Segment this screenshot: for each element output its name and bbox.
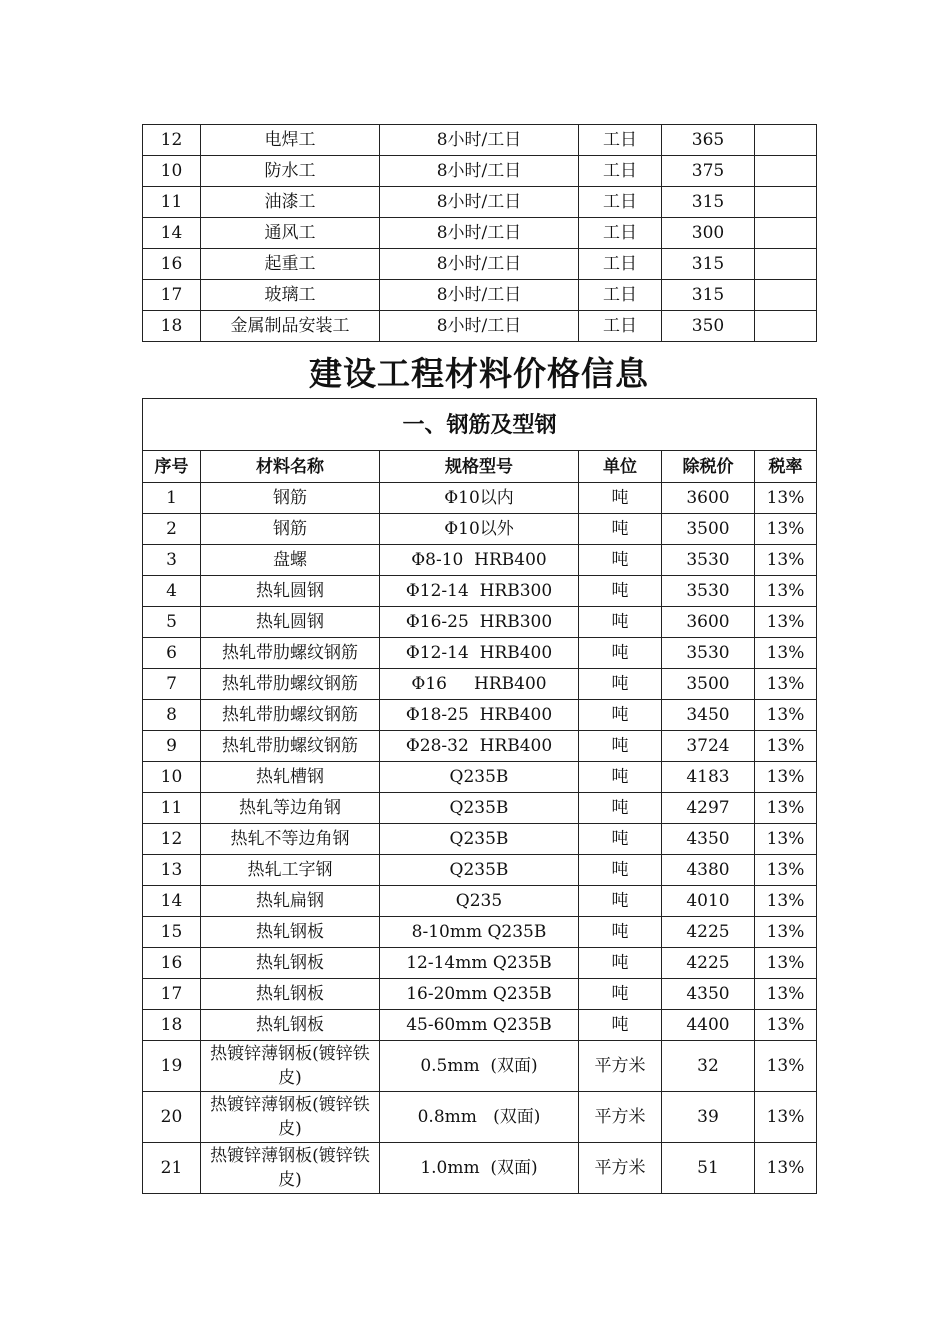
material-name: 热轧带肋螺纹钢筋 [201, 731, 380, 762]
unit: 吨 [579, 762, 662, 793]
unit: 吨 [579, 948, 662, 979]
header-unit: 单位 [579, 451, 662, 483]
material-row [143, 700, 817, 731]
price: 315 [662, 187, 755, 218]
row-number: 11 [143, 793, 201, 824]
price-ex-tax: 4400 [662, 1010, 755, 1041]
material-row [143, 731, 817, 762]
worker-type: 金属制品安装工 [201, 311, 380, 342]
material-name: 热轧带肋螺纹钢筋 [201, 700, 380, 731]
work-spec: 8小时/工日 [380, 311, 579, 342]
material-row [143, 638, 817, 669]
blank-cell [755, 280, 817, 311]
price-ex-tax: 3600 [662, 607, 755, 638]
material-name: 热轧工字钢 [201, 855, 380, 886]
price-ex-tax: 32 [662, 1041, 755, 1092]
material-row [143, 545, 817, 576]
section-title-row [143, 399, 817, 451]
material-name: 热轧圆钢 [201, 576, 380, 607]
material-row [143, 762, 817, 793]
unit: 吨 [579, 607, 662, 638]
spec-model: Q235B [380, 793, 579, 824]
spec-model: 0.5mm (双面) [380, 1041, 579, 1092]
row-number: 16 [143, 948, 201, 979]
row-number: 7 [143, 669, 201, 700]
blank-cell [755, 249, 817, 280]
row-number: 17 [143, 280, 201, 311]
tax-rate: 13% [755, 514, 817, 545]
tax-rate: 13% [755, 638, 817, 669]
header-name: 材料名称 [201, 451, 380, 483]
row-number: 18 [143, 1010, 201, 1041]
price-ex-tax: 4225 [662, 948, 755, 979]
unit: 平方米 [579, 1041, 662, 1092]
row-number: 4 [143, 576, 201, 607]
spec-model: Φ16-25 HRB300 [380, 607, 579, 638]
section-title: 一、钢筋及型钢 [143, 399, 817, 451]
labor-row [143, 280, 817, 311]
header-row [143, 451, 817, 483]
price-ex-tax: 51 [662, 1143, 755, 1194]
price-ex-tax: 4183 [662, 762, 755, 793]
unit: 吨 [579, 979, 662, 1010]
tax-rate: 13% [755, 793, 817, 824]
material-name: 热轧钢板 [201, 979, 380, 1010]
row-number: 10 [143, 156, 201, 187]
material-name: 热轧槽钢 [201, 762, 380, 793]
material-name: 热轧扁钢 [201, 886, 380, 917]
tax-rate: 13% [755, 1092, 817, 1143]
labor-row [143, 218, 817, 249]
material-row [143, 824, 817, 855]
row-number: 5 [143, 607, 201, 638]
worker-type: 通风工 [201, 218, 380, 249]
tax-rate: 13% [755, 855, 817, 886]
labor-row [143, 311, 817, 342]
price-ex-tax: 4350 [662, 824, 755, 855]
unit: 吨 [579, 1010, 662, 1041]
tax-rate: 13% [755, 917, 817, 948]
spec-model: 1.0mm (双面) [380, 1143, 579, 1194]
material-name: 热轧不等边角钢 [201, 824, 380, 855]
work-spec: 8小时/工日 [380, 156, 579, 187]
worker-type: 防水工 [201, 156, 380, 187]
price-ex-tax: 3500 [662, 669, 755, 700]
row-number: 19 [143, 1041, 201, 1092]
worker-type: 起重工 [201, 249, 380, 280]
blank-cell [755, 187, 817, 218]
price-ex-tax: 4350 [662, 979, 755, 1010]
labor-row [143, 187, 817, 218]
row-number: 12 [143, 824, 201, 855]
unit: 吨 [579, 576, 662, 607]
material-row [143, 483, 817, 514]
blank-cell [755, 125, 817, 156]
row-number: 12 [143, 125, 201, 156]
price-ex-tax: 4225 [662, 917, 755, 948]
price: 350 [662, 311, 755, 342]
material-row [143, 514, 817, 545]
material-name: 热镀锌薄钢板(镀锌铁皮) [201, 1041, 380, 1092]
labor-table-body [143, 125, 817, 342]
price-ex-tax: 3530 [662, 638, 755, 669]
unit: 平方米 [579, 1143, 662, 1194]
unit: 吨 [579, 731, 662, 762]
price: 365 [662, 125, 755, 156]
tax-rate: 13% [755, 1143, 817, 1194]
material-row [143, 669, 817, 700]
spec-model: Φ10以内 [380, 483, 579, 514]
unit: 工日 [579, 311, 662, 342]
price: 300 [662, 218, 755, 249]
unit: 工日 [579, 187, 662, 218]
row-number: 2 [143, 514, 201, 545]
row-number: 6 [143, 638, 201, 669]
price-ex-tax: 4380 [662, 855, 755, 886]
blank-cell [755, 311, 817, 342]
unit: 吨 [579, 700, 662, 731]
price-ex-tax: 3450 [662, 700, 755, 731]
work-spec: 8小时/工日 [380, 280, 579, 311]
price-ex-tax: 3724 [662, 731, 755, 762]
spec-model: Q235B [380, 824, 579, 855]
spec-model: 12-14mm Q235B [380, 948, 579, 979]
labor-row [143, 249, 817, 280]
material-name: 热轧钢板 [201, 1010, 380, 1041]
row-number: 14 [143, 886, 201, 917]
unit: 工日 [579, 156, 662, 187]
spec-model: Q235B [380, 762, 579, 793]
spec-model: Φ28-32 HRB400 [380, 731, 579, 762]
material-row [143, 607, 817, 638]
unit: 吨 [579, 855, 662, 886]
material-row [143, 1041, 817, 1092]
work-spec: 8小时/工日 [380, 187, 579, 218]
tax-rate: 13% [755, 607, 817, 638]
header-price: 除税价 [662, 451, 755, 483]
unit: 吨 [579, 638, 662, 669]
row-number: 15 [143, 917, 201, 948]
material-row [143, 1092, 817, 1143]
spec-model: Φ12-14 HRB400 [380, 638, 579, 669]
material-name: 热轧钢板 [201, 948, 380, 979]
price-ex-tax: 3530 [662, 576, 755, 607]
tax-rate: 13% [755, 545, 817, 576]
worker-type: 玻璃工 [201, 280, 380, 311]
price-ex-tax: 3600 [662, 483, 755, 514]
spec-model: Φ16 HRB400 [380, 669, 579, 700]
material-row [143, 1143, 817, 1194]
unit: 工日 [579, 125, 662, 156]
tax-rate: 13% [755, 762, 817, 793]
spec-model: Φ8-10 HRB400 [380, 545, 579, 576]
spec-model: Φ12-14 HRB300 [380, 576, 579, 607]
spec-model: Φ10以外 [380, 514, 579, 545]
tax-rate: 13% [755, 1041, 817, 1092]
material-name: 热镀锌薄钢板(镀锌铁皮) [201, 1143, 380, 1194]
price: 315 [662, 280, 755, 311]
price-ex-tax: 39 [662, 1092, 755, 1143]
blank-cell [755, 156, 817, 187]
unit: 吨 [579, 545, 662, 576]
price-ex-tax: 3500 [662, 514, 755, 545]
header-tax: 税率 [755, 451, 817, 483]
tax-rate: 13% [755, 886, 817, 917]
worker-type: 油漆工 [201, 187, 380, 218]
labor-row [143, 156, 817, 187]
row-number: 10 [143, 762, 201, 793]
material-row [143, 886, 817, 917]
row-number: 8 [143, 700, 201, 731]
spec-model: Q235 [380, 886, 579, 917]
tax-rate: 13% [755, 1010, 817, 1041]
material-row [143, 948, 817, 979]
tax-rate: 13% [755, 824, 817, 855]
row-number: 11 [143, 187, 201, 218]
row-number: 17 [143, 979, 201, 1010]
unit: 吨 [579, 824, 662, 855]
material-name: 热轧圆钢 [201, 607, 380, 638]
price: 315 [662, 249, 755, 280]
material-row [143, 1010, 817, 1041]
unit: 吨 [579, 793, 662, 824]
unit: 吨 [579, 669, 662, 700]
material-row [143, 576, 817, 607]
row-number: 3 [143, 545, 201, 576]
price-ex-tax: 4297 [662, 793, 755, 824]
material-row [143, 979, 817, 1010]
price: 375 [662, 156, 755, 187]
material-name: 热轧等边角钢 [201, 793, 380, 824]
spec-model: 0.8mm (双面) [380, 1092, 579, 1143]
work-spec: 8小时/工日 [380, 218, 579, 249]
blank-cell [755, 218, 817, 249]
row-number: 20 [143, 1092, 201, 1143]
work-spec: 8小时/工日 [380, 125, 579, 156]
price-ex-tax: 4010 [662, 886, 755, 917]
spec-model: 16-20mm Q235B [380, 979, 579, 1010]
material-name: 钢筋 [201, 514, 380, 545]
tax-rate: 13% [755, 669, 817, 700]
work-spec: 8小时/工日 [380, 249, 579, 280]
material-price-table [142, 398, 817, 1194]
unit: 平方米 [579, 1092, 662, 1143]
tax-rate: 13% [755, 700, 817, 731]
unit: 工日 [579, 218, 662, 249]
material-name: 钢筋 [201, 483, 380, 514]
unit: 吨 [579, 483, 662, 514]
tax-rate: 13% [755, 979, 817, 1010]
unit: 工日 [579, 249, 662, 280]
material-name: 热轧带肋螺纹钢筋 [201, 669, 380, 700]
row-number: 16 [143, 249, 201, 280]
spec-model: 8-10mm Q235B [380, 917, 579, 948]
tax-rate: 13% [755, 576, 817, 607]
row-number: 21 [143, 1143, 201, 1194]
row-number: 1 [143, 483, 201, 514]
material-name: 热轧钢板 [201, 917, 380, 948]
row-number: 9 [143, 731, 201, 762]
unit: 吨 [579, 917, 662, 948]
page-title: 建设工程材料价格信息 [309, 354, 649, 393]
unit: 吨 [579, 886, 662, 917]
tax-rate: 13% [755, 948, 817, 979]
tax-rate: 13% [755, 731, 817, 762]
tax-rate: 13% [755, 483, 817, 514]
header-spec: 规格型号 [380, 451, 579, 483]
spec-model: Φ18-25 HRB400 [380, 700, 579, 731]
labor-row [143, 125, 817, 156]
row-number: 14 [143, 218, 201, 249]
spec-model: Q235B [380, 855, 579, 886]
unit: 工日 [579, 280, 662, 311]
material-table-body [143, 399, 817, 1194]
price-ex-tax: 3530 [662, 545, 755, 576]
row-number: 13 [143, 855, 201, 886]
labor-rate-table [142, 124, 817, 342]
worker-type: 电焊工 [201, 125, 380, 156]
material-row [143, 917, 817, 948]
row-number: 18 [143, 311, 201, 342]
material-name: 热镀锌薄钢板(镀锌铁皮) [201, 1092, 380, 1143]
material-name: 热轧带肋螺纹钢筋 [201, 638, 380, 669]
header-no: 序号 [143, 451, 201, 483]
spec-model: 45-60mm Q235B [380, 1010, 579, 1041]
material-name: 盘螺 [201, 545, 380, 576]
material-row [143, 855, 817, 886]
material-row [143, 793, 817, 824]
unit: 吨 [579, 514, 662, 545]
